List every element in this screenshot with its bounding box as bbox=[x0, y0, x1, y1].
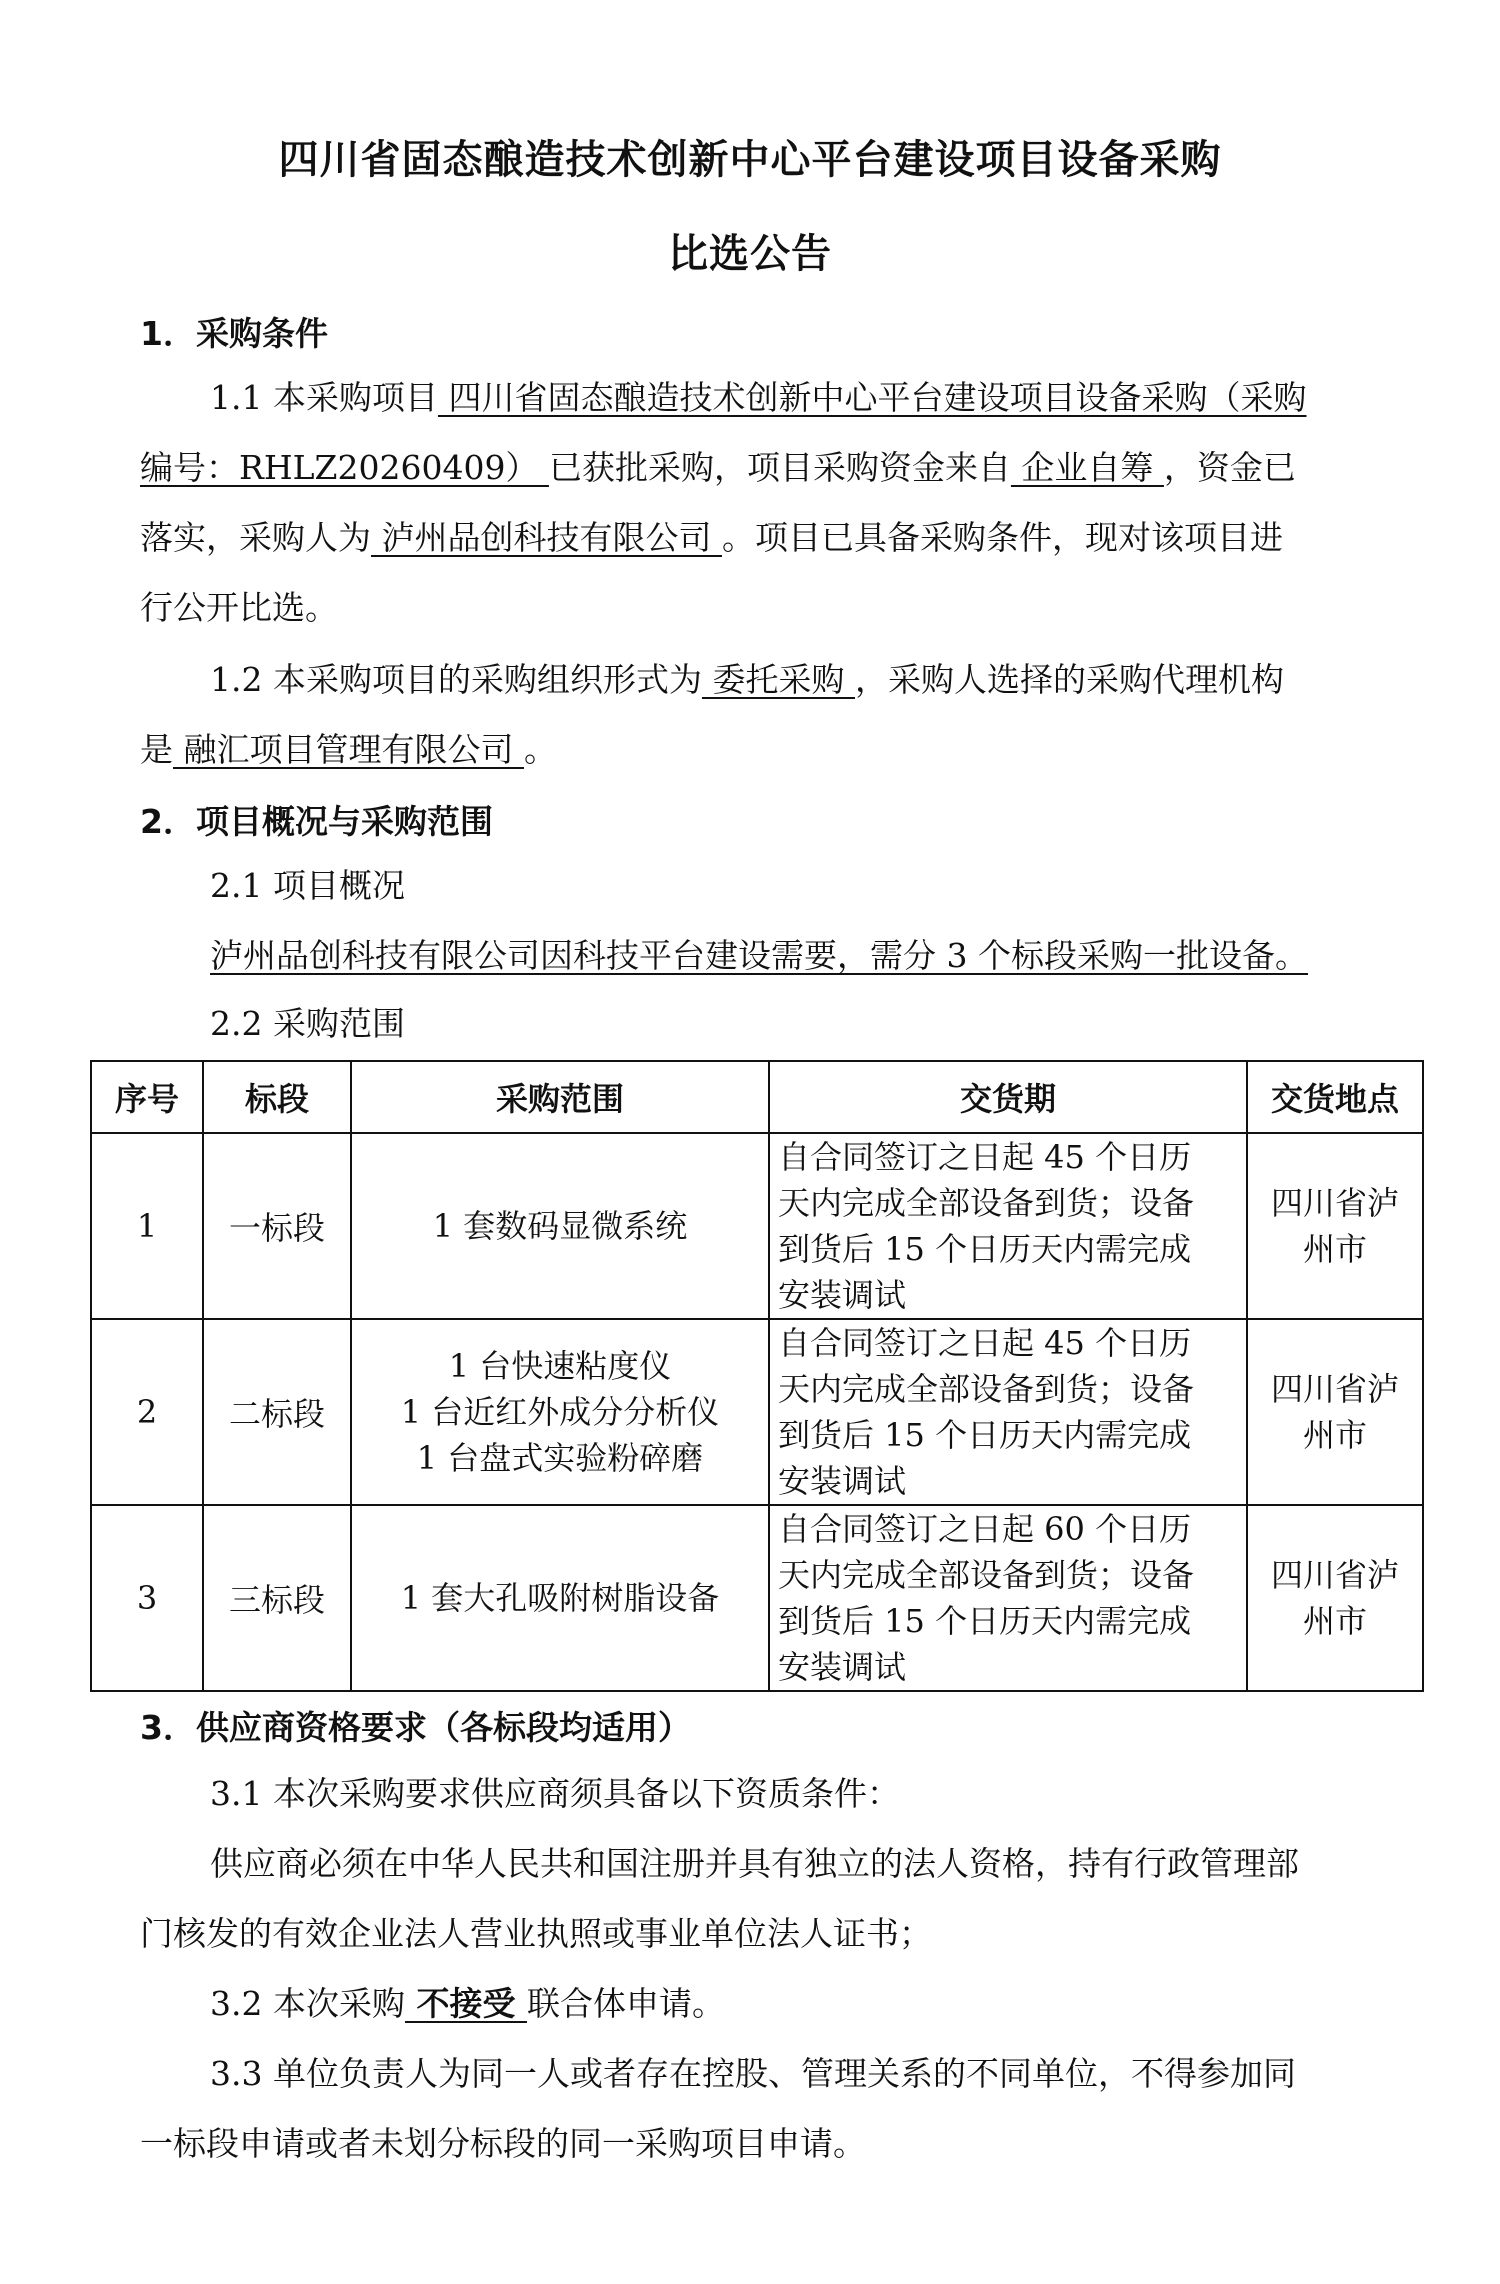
agency-name: 融汇项目管理有限公司 bbox=[173, 730, 524, 769]
row-no: 3 bbox=[91, 1505, 203, 1691]
purchaser-name: 泸州品创科技有限公司 bbox=[371, 518, 722, 557]
text: 落实，采购人为 bbox=[140, 518, 371, 557]
delivery-line: 到货后 15 个日历天内需完成 bbox=[778, 1602, 1192, 1640]
text: ，资金已 bbox=[1163, 448, 1296, 487]
table-row bbox=[91, 1505, 1423, 1691]
delivery-line: 安装调试 bbox=[778, 1648, 907, 1686]
paragraph-1-2-line-1 bbox=[210, 658, 1284, 702]
paragraph-2-2-label: 2.2 采购范围 bbox=[210, 1004, 405, 1043]
delivery-line: 天内完成全部设备到货；设备 bbox=[778, 1556, 1195, 1594]
table-row bbox=[91, 1133, 1423, 1319]
procurement-number: 编号：RHLZ20260409） bbox=[140, 448, 549, 487]
paragraph-1-1-line-1 bbox=[210, 376, 1306, 420]
paragraph-3-1-label: 3.1 本次采购要求供应商须具备以下资质条件： bbox=[210, 1774, 900, 1813]
delivery-line: 到货后 15 个日历天内需完成 bbox=[778, 1230, 1192, 1268]
text: ，采购人选择的采购代理机构 bbox=[854, 660, 1284, 699]
row-place bbox=[1247, 1505, 1423, 1691]
document-subtitle: 比选公告 bbox=[668, 231, 832, 277]
row-delivery bbox=[769, 1133, 1247, 1319]
project-overview-text: 泸州品创科技有限公司因科技平台建设需要，需分 3 个标段采购一批设备。 bbox=[210, 936, 1308, 975]
row-place bbox=[1247, 1319, 1423, 1505]
scope-item: 1 套大孔吸附树脂设备 bbox=[400, 1579, 720, 1617]
scope-item: 1 套数码显微系统 bbox=[432, 1207, 688, 1245]
place-line: 四川省泸 bbox=[1270, 1184, 1399, 1222]
header-place: 交货地点 bbox=[1247, 1061, 1423, 1133]
scope-item: 1 台近红外成分分析仪 bbox=[400, 1393, 720, 1431]
consortium-status: 不接受 bbox=[404, 1984, 527, 2023]
scope-item: 1 台盘式实验粉碎磨 bbox=[416, 1439, 704, 1477]
row-delivery bbox=[769, 1319, 1247, 1505]
header-lot: 标段 bbox=[203, 1061, 351, 1133]
text: 。 bbox=[523, 730, 557, 769]
delivery-line: 安装调试 bbox=[778, 1462, 907, 1500]
row-lot: 二标段 bbox=[203, 1319, 351, 1505]
paragraph-3-3-line-1: 3.3 单位负责人为同一人或者存在控股、管理关系的不同单位，不得参加同 bbox=[210, 2054, 1296, 2093]
paragraph-3-1-line-1: 供应商必须在中华人民共和国注册并具有独立的法人资格，持有行政管理部 bbox=[210, 1844, 1299, 1883]
table-row bbox=[91, 1319, 1423, 1505]
row-no: 1 bbox=[91, 1133, 203, 1319]
delivery-line: 自合同签订之日起 45 个日历 bbox=[778, 1324, 1192, 1362]
text: 1.2 本采购项目的采购组织形式为 bbox=[210, 660, 702, 699]
row-scope bbox=[351, 1505, 769, 1691]
delivery-line: 天内完成全部设备到货；设备 bbox=[778, 1370, 1195, 1408]
paragraph-1-1-line-2 bbox=[140, 446, 1296, 490]
section-2-heading: 2．项目概况与采购范围 bbox=[140, 802, 493, 841]
place-line: 四川省泸 bbox=[1270, 1370, 1399, 1408]
delivery-line: 天内完成全部设备到货；设备 bbox=[778, 1184, 1195, 1222]
delivery-line: 安装调试 bbox=[778, 1276, 907, 1314]
scope-item: 1 台快速粘度仪 bbox=[448, 1347, 672, 1385]
delivery-line: 到货后 15 个日历天内需完成 bbox=[778, 1416, 1192, 1454]
paragraph-3-1-line-2: 门核发的有效企业法人营业执照或事业单位法人证书； bbox=[140, 1914, 932, 1953]
paragraph-2-1-label: 2.1 项目概况 bbox=[210, 866, 405, 905]
text: 联合体申请。 bbox=[526, 1984, 725, 2023]
procurement-scope-table bbox=[90, 1060, 1424, 1692]
paragraph-3-2 bbox=[210, 1982, 725, 2026]
row-scope bbox=[351, 1319, 769, 1505]
place-line: 四川省泸 bbox=[1270, 1556, 1399, 1594]
organization-form: 委托采购 bbox=[701, 660, 855, 699]
paragraph-1-2-line-2 bbox=[140, 728, 557, 772]
project-name: 四川省固态酿造技术创新中心平台建设项目设备采购（采购 bbox=[437, 378, 1307, 417]
place-line: 州市 bbox=[1302, 1416, 1367, 1454]
header-no: 序号 bbox=[91, 1061, 203, 1133]
fund-source: 企业自筹 bbox=[1010, 448, 1164, 487]
section-1-heading: 1．采购条件 bbox=[140, 314, 328, 353]
header-scope: 采购范围 bbox=[351, 1061, 769, 1133]
text: 。项目已具备采购条件，现对该项目进 bbox=[721, 518, 1283, 557]
row-scope bbox=[351, 1133, 769, 1319]
table-header-row bbox=[91, 1061, 1423, 1133]
paragraph-1-1-line-4: 行公开比选。 bbox=[140, 588, 338, 627]
text: 1.1 本采购项目 bbox=[210, 378, 438, 417]
row-lot: 一标段 bbox=[203, 1133, 351, 1319]
place-line: 州市 bbox=[1302, 1602, 1367, 1640]
delivery-line: 自合同签订之日起 60 个日历 bbox=[778, 1510, 1192, 1548]
text: 已获批采购，项目采购资金来自 bbox=[548, 448, 1011, 487]
text: 是 bbox=[140, 730, 173, 769]
row-delivery bbox=[769, 1505, 1247, 1691]
paragraph-1-1-line-3 bbox=[140, 516, 1283, 560]
paragraph-3-3-line-2: 一标段申请或者未划分标段的同一采购项目申请。 bbox=[140, 2124, 866, 2163]
row-no: 2 bbox=[91, 1319, 203, 1505]
header-delivery: 交货期 bbox=[769, 1061, 1247, 1133]
row-place bbox=[1247, 1133, 1423, 1319]
text: 3.2 本次采购 bbox=[210, 1984, 405, 2023]
place-line: 州市 bbox=[1302, 1230, 1367, 1268]
section-3-heading: 3．供应商资格要求（各标段均适用） bbox=[140, 1708, 691, 1747]
document-title: 四川省固态酿造技术创新中心平台建设项目设备采购 bbox=[278, 137, 1222, 183]
delivery-line: 自合同签订之日起 45 个日历 bbox=[778, 1138, 1192, 1176]
row-lot: 三标段 bbox=[203, 1505, 351, 1691]
